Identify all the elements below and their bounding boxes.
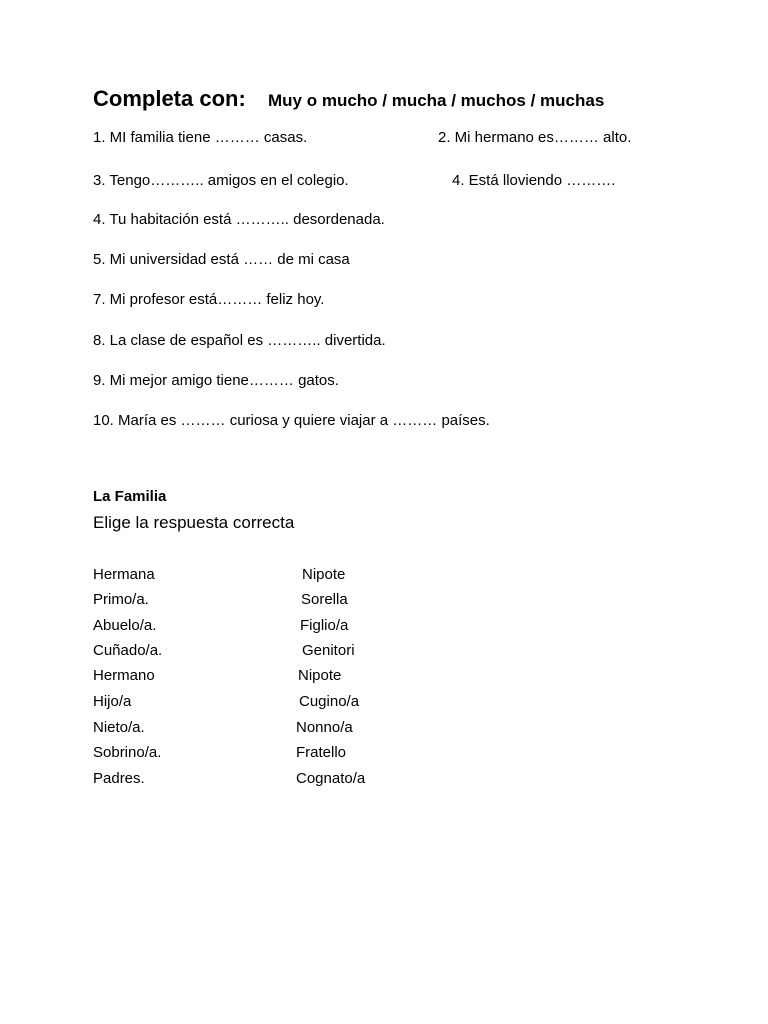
italian-word: Sorella <box>301 591 348 608</box>
spanish-word: Padres. <box>93 770 145 787</box>
exercise-4a: 4. Está lloviendo ………. <box>452 172 616 189</box>
exercise-1: 1. MI familia tiene ……… casas. <box>93 129 308 146</box>
exercise-3: 3. Tengo……….. amigos en el colegio. <box>93 172 349 189</box>
spanish-word: Cuñado/a. <box>93 642 163 659</box>
italian-word: Fratello <box>296 744 347 761</box>
familia-instruction: Elige la respuesta correcta <box>93 513 295 532</box>
italian-word: Cugino/a <box>299 693 360 710</box>
spanish-word: Abuelo/a. <box>93 617 157 634</box>
italian-word: Nipote <box>302 566 346 583</box>
italian-word: Cognato/a <box>296 770 366 787</box>
italian-word: Nonno/a <box>296 719 353 736</box>
worksheet-subtitle: Muy o mucho / mucha / muchos / muchas <box>268 91 605 110</box>
exercise-4b: 4. Tu habitación está ……….. desordenada. <box>93 211 385 228</box>
exercise-9: 9. Mi mejor amigo tiene……… gatos. <box>93 372 339 389</box>
exercise-10: 10. María es ……… curiosa y quiere viajar a ……… países. <box>93 412 490 429</box>
spanish-word: Hermano <box>93 667 155 684</box>
exercise-7: 7. Mi profesor está……… feliz hoy. <box>93 291 325 308</box>
italian-word: Genitori <box>302 642 355 659</box>
exercise-8: 8. La clase de español es ……….. divertida. <box>93 332 386 349</box>
spanish-word: Nieto/a. <box>93 719 145 736</box>
spanish-word: Hijo/a <box>93 693 132 710</box>
familia-title: La Familia <box>93 488 167 505</box>
italian-word: Nipote <box>298 667 342 684</box>
italian-word: Figlio/a <box>300 617 349 634</box>
worksheet-title: Completa con: <box>93 86 246 111</box>
exercise-2: 2. Mi hermano es……… alto. <box>438 129 632 146</box>
exercise-5: 5. Mi universidad está …… de mi casa <box>93 251 350 268</box>
spanish-word: Primo/a. <box>93 591 149 608</box>
spanish-word: Sobrino/a. <box>93 744 162 761</box>
spanish-word: Hermana <box>93 566 155 583</box>
